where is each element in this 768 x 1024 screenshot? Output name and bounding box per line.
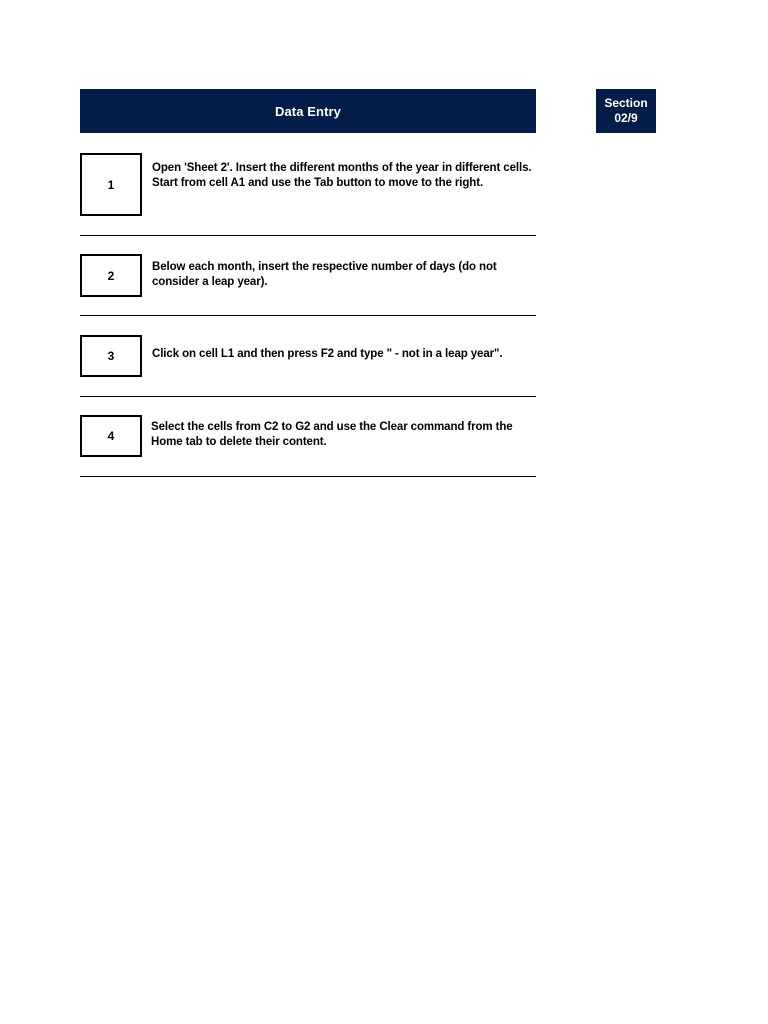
- divider: [80, 235, 536, 236]
- step-2: [80, 254, 536, 297]
- step-instruction: Below each month, insert the respective number of days (do not consider a leap year).: [152, 261, 497, 288]
- page-title: [80, 89, 536, 133]
- step-number-box: [80, 254, 142, 297]
- section-badge: [596, 89, 656, 133]
- section-label: Section: [604, 96, 648, 110]
- step-number: 3: [107, 349, 115, 363]
- section-number: 02/9: [614, 111, 638, 125]
- step-number-box: [80, 415, 142, 457]
- step-instruction: Click on cell L1 and then press F2 and type " - not in a leap year".: [152, 348, 503, 360]
- page-title-text: Data Entry: [274, 103, 342, 119]
- divider: [80, 315, 536, 316]
- step-instruction: Select the cells from C2 to G2 and use the Clear command from the Home tab to delete their content.: [151, 421, 513, 448]
- divider: [80, 396, 536, 397]
- step-number: 4: [107, 429, 115, 443]
- step-number: 2: [107, 268, 115, 283]
- step-1: [80, 153, 536, 215]
- step-3: [80, 335, 536, 377]
- step-number-box: [80, 153, 142, 216]
- divider: [80, 476, 536, 477]
- step-instruction: Open 'Sheet 2'. Insert the different months of the year in different cells. Start from cell A1 and use the Tab button to move to the right.: [152, 162, 532, 189]
- step-number: 1: [107, 177, 115, 192]
- step-number-box: [80, 335, 142, 377]
- step-4: [80, 415, 536, 457]
